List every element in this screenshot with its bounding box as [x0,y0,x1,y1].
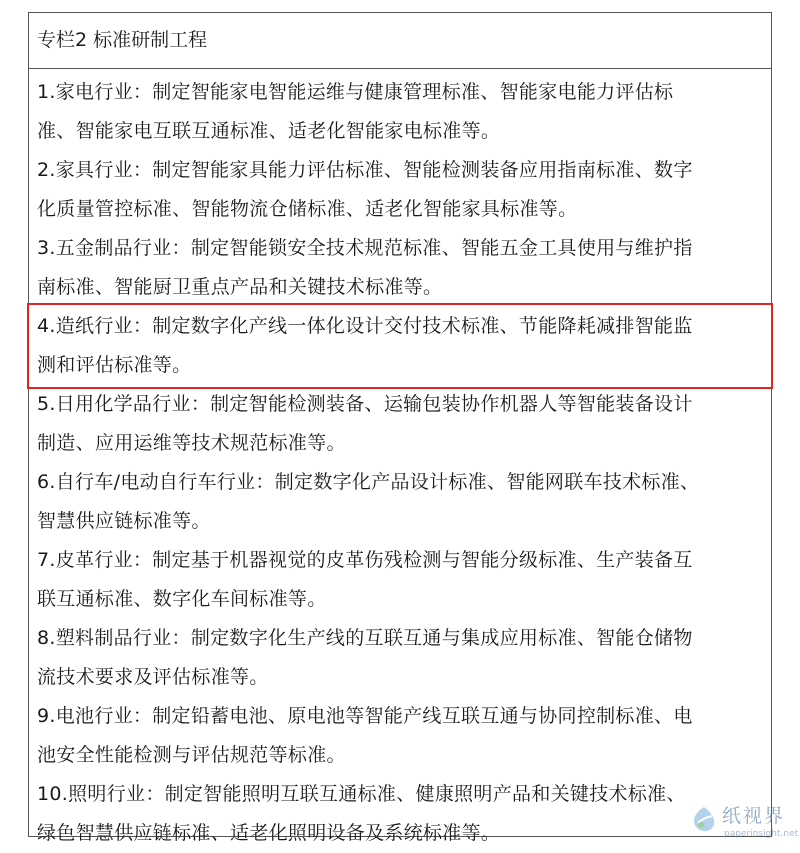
list-item-papermaking-highlighted [31,307,769,385]
list-item-batteries [29,697,771,775]
item-line: 3.五金制品行业：制定智能锁安全技术规范标准、智能五金工具使用与维护指 [37,237,693,259]
item-line: 流技术要求及评估标准等。 [37,666,269,688]
list-item-furniture [29,151,771,229]
item-line: 南标准、智能厨卫重点产品和关键技术标准等。 [37,276,443,298]
item-line: 8.塑料制品行业：制定数字化生产线的互联互通与集成应用标准、智能仓储物 [37,627,693,649]
item-line: 智慧供应链标准等。 [37,510,211,532]
item-line: 5.日用化学品行业：制定智能检测装备、运输包装协作机器人等智能装备设计 [37,393,693,415]
item-line: 7.皮革行业：制定基于机器视觉的皮革伤残检测与智能分级标准、生产装备互 [37,549,693,571]
leaf-drop-icon [690,805,718,833]
list-item-lighting [29,775,771,853]
item-line: 池安全性能检测与评估规范等标准。 [37,744,346,766]
table-title: 专栏2 标准研制工程 [29,13,771,69]
list-item-daily-chemicals [29,385,771,463]
item-line: 4.造纸行业：制定数字化产线一体化设计交付技术标准、节能降耗减排智能监 [37,315,693,337]
list-item-home-appliances [29,73,771,151]
list-item-bicycles [29,463,771,541]
item-line: 测和评估标准等。 [37,354,192,376]
item-line: 10.照明行业：制定智能照明互联互通标准、健康照明产品和关键技术标准、 [37,783,686,805]
item-line: 化质量管控标准、智能物流仓储标准、适老化智能家具标准等。 [37,198,578,220]
item-line: 9.电池行业：制定铅蓄电池、原电池等智能产线互联互通与协同控制标准、电 [37,705,693,727]
item-line: 制造、应用运维等技术规范标准等。 [37,432,346,454]
item-line: 准、智能家电互联互通标准、适老化智能家电标准等。 [37,120,501,142]
item-line: 2.家具行业：制定智能家具能力评估标准、智能检测装备应用指南标准、数字 [37,159,693,181]
watermark [690,799,799,845]
list-item-plastics [29,619,771,697]
list-item-hardware [29,229,771,307]
item-list [29,69,771,853]
watermark-url: paperinsight.net [724,829,799,839]
item-line: 联互通标准、数字化车间标准等。 [37,588,327,610]
standards-table [28,12,772,844]
item-line: 1.家电行业：制定智能家电智能运维与健康管理标准、智能家电能力评估标 [37,81,674,103]
item-line: 绿色智慧供应链标准、适老化照明设备及系统标准等。 [37,822,501,844]
list-item-leather [29,541,771,619]
item-line: 6.自行车/电动自行车行业：制定数字化产品设计标准、智能网联车技术标准、 [37,471,700,493]
watermark-brand: 纸视界 [722,805,786,827]
